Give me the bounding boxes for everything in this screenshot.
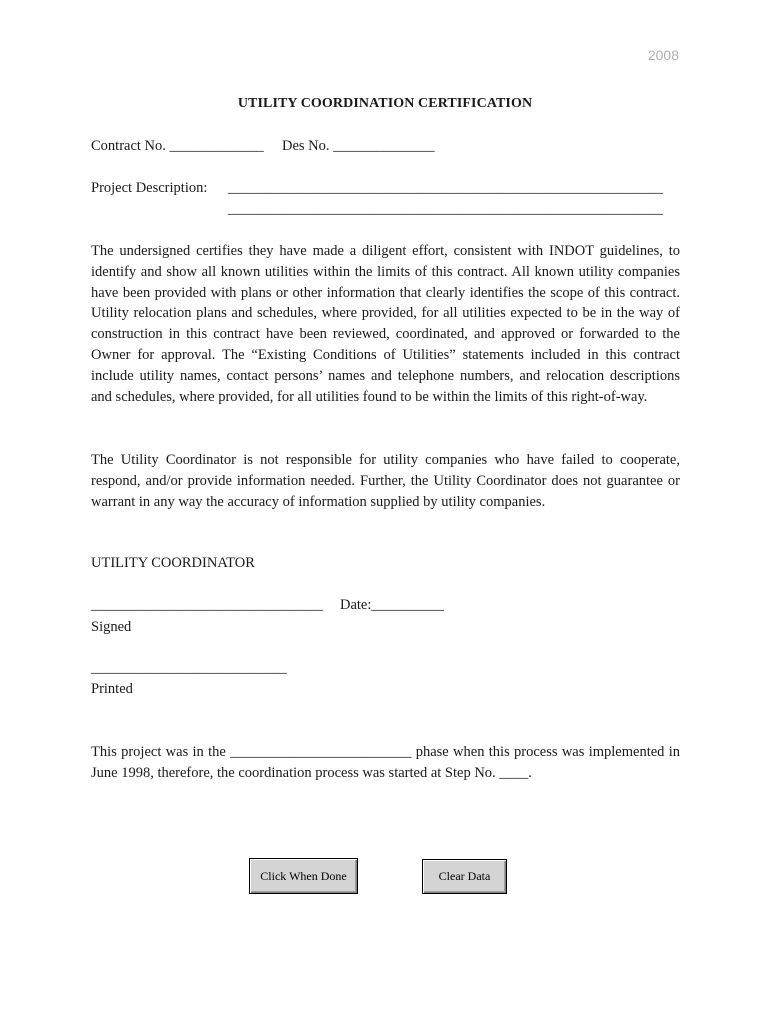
project-description-line-1[interactable]: ____________________________________________________________: [228, 180, 663, 196]
phase-paragraph: This project was in the _________________________ phase when this process was implemented in June 1998, therefore, the coordination process was started at Step No. ____.: [91, 744, 680, 781]
date-field[interactable]: Date:__________: [340, 597, 444, 613]
project-description-label: Project Description:: [91, 180, 208, 196]
click-when-done-button[interactable]: Click When Done: [249, 858, 358, 894]
signature-line[interactable]: ________________________________: [91, 597, 323, 613]
project-description-line-2[interactable]: ____________________________________________________________: [228, 201, 663, 217]
page-title: UTILITY COORDINATION CERTIFICATION: [237, 96, 533, 111]
utility-coordinator-heading: UTILITY COORDINATOR: [91, 555, 255, 571]
signed-label: Signed: [91, 619, 132, 635]
contract-no-field[interactable]: Contract No. _____________: [91, 138, 264, 154]
year-label: 2008: [647, 47, 679, 63]
printed-label: Printed: [91, 681, 133, 697]
disclaimer-paragraph: The Utility Coordinator is not responsible for utility companies who have failed to cooperate, respond, and/or provide information needed. Further, the Utility Coordinator does not guarantee or warrant in any way the accuracy of information supplied by utility companies.: [91, 452, 680, 510]
des-no-field[interactable]: Des No. ______________: [282, 138, 435, 154]
clear-data-button[interactable]: Clear Data: [422, 859, 507, 894]
printed-name-line[interactable]: ___________________________: [91, 660, 287, 676]
certification-paragraph: The undersigned certifies they have made a diligent effort, consistent with INDOT guidelines, to identify and show all known utilities within the limits of this contract. All known utility companies have been provided with plans or other information that clearly identifies the scope of this contract. Utility relocation plans and schedules, where provided, for all utilities expected to be in the way of construction in this contract have been reviewed, coordinated, and approved or forwarded to the Owner for approval. The “Existing Conditions of Utilities” statements included in this contract include utility names, contact persons’ names and telephone numbers, and relocation descriptions and schedules, where provided, for all utilities found to be within the limits of this right-of-way.: [91, 243, 680, 405]
